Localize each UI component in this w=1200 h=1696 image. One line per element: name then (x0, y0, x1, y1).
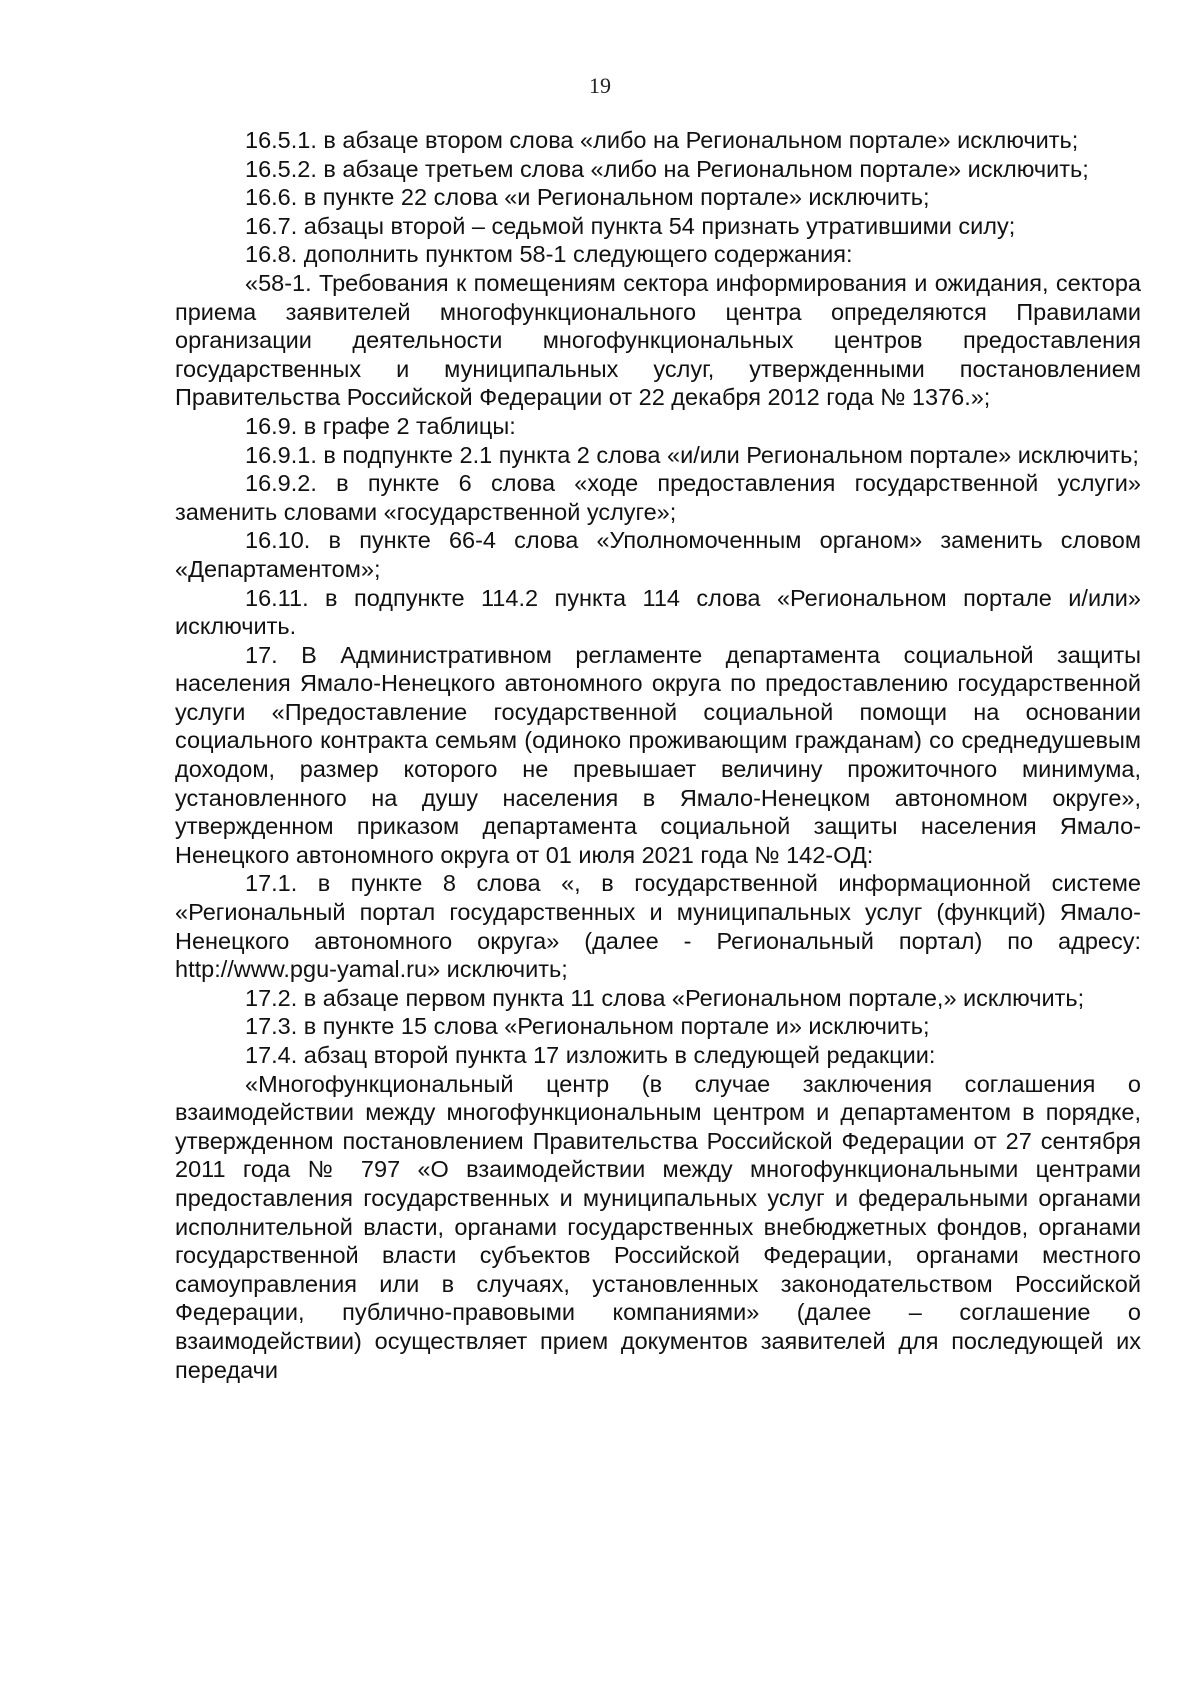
paragraph-16-7: 16.7. абзацы второй – седьмой пункта 54 признать утратившими силу; (245, 212, 1016, 239)
paragraph-16-9-2: 16.9.2. в пункте 6 слова «ходе предоставления государственной услуги» заменить словами «государственной услуге»; (175, 470, 1141, 525)
paragraph-17-4-quote: «Многофункциональный центр (в случае заключения соглашения о взаимодействии между многофункциональным центром и департаментом в порядке, утвержденном постановлением Правительства Российской Федерации от 27 сентября 2011 года № 797 «О взаимодействии между многофункциональными центрами предоставления государственных и муниципальных услуг и федеральными органами исполнительной власти, органами государственных внебюджетных фондов, органами государственной власти субъектов Российской Федерации, органами местного самоуправления или в случаях, установленных законодательством Российской Федерации, публично-правовыми компаниями» (далее – соглашение о взаимодействии) осуществляет прием документов заявителей для последующей их передачи (175, 1070, 1141, 1383)
paragraph-58-1-quote: «58-1. Требования к помещениям сектора информирования и ожидания, сектора приема заявителей многофункционального центра определяются Правилами организации деятельности многофункциональных центров предоставления государственных и муниципальных услуг, утвержденными постановлением Правительства Российской Федерации от 22 декабря 2012 года № 1376.»; (175, 269, 1141, 411)
paragraph-17: 17. В Административном регламенте департамента социальной защиты населения Ямало-Ненецкого автономного округа по предоставлению государственной услуги «Предоставление государственной социальной помощи на основании социального контракта семьям (одиноко проживающим гражданам) со среднедушевым доходом, размер которого не превышает величину прожиточного минимума, установленного на душу населения в Ямало-Ненецком автономном округе», утвержденном приказом департамента социальной защиты населения Ямало-Ненецкого автономного округа от 01 июля 2021 года № 142-ОД: (175, 641, 1141, 868)
paragraph-17-2: 17.2. в абзаце первом пункта 11 слова «Региональном портале,» исключить; (245, 984, 1085, 1011)
paragraph-16-10: 16.10. в пункте 66-4 слова «Уполномоченным органом» заменить словом «Департаментом»; (175, 527, 1141, 582)
paragraph-16-9: 16.9. в графе 2 таблицы: (245, 412, 516, 439)
paragraph-16-5-1: 16.5.1. в абзаце втором слова «либо на Региональном портале» исключить; (245, 127, 1079, 153)
paragraph-17-1: 17.1. в пункте 8 слова «, в государственной информационной системе «Региональный портал государственных и муниципальных услуг (функций) Ямало-Ненецкого автономного округа» (далее - Региональный портал) по адресу: http://www.pgu-yamal.ru» исключить; (175, 870, 1141, 983)
page-number: 19 (589, 73, 611, 98)
paragraph-17-4: 17.4. абзац второй пункта 17 изложить в следующей редакции: (245, 1042, 936, 1068)
document-body (175, 126, 1141, 1384)
paragraph-16-8: 16.8. дополнить пунктом 58-1 следующего содержания: (245, 241, 853, 268)
paragraph-16-11: 16.11. в подпункте 114.2 пункта 114 слова «Региональном портале и/или» исключить. (175, 584, 1141, 640)
paragraph-16-6: 16.6. в пункте 22 слова «и Региональном портале» исключить; (245, 184, 930, 211)
paragraph-16-9-1: 16.9.1. в подпункте 2.1 пункта 2 слова «и/или Региональном портале» исключить; (245, 441, 1139, 468)
paragraph-16-5-2: 16.5.2. в абзаце третьем слова «либо на Региональном портале» исключить; (245, 155, 1089, 182)
paragraph-17-3: 17.3. в пункте 15 слова «Региональном портале и» исключить; (245, 1013, 930, 1040)
